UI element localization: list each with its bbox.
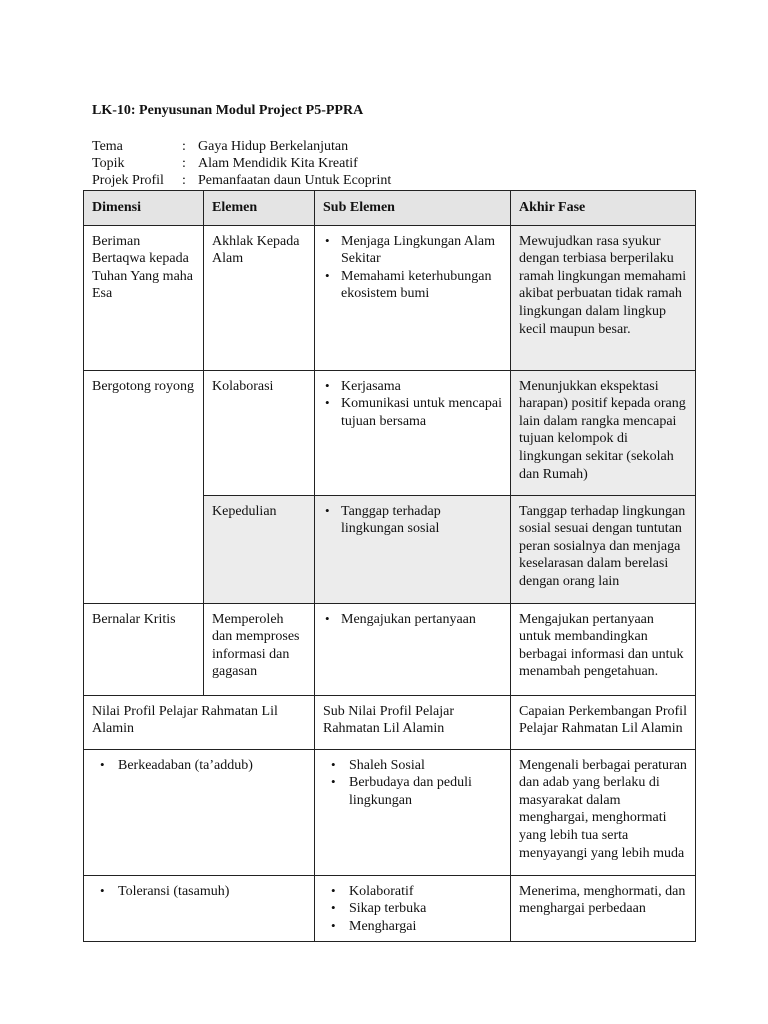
list-item: • Tanggap terhadap lingkungan sosial: [323, 503, 502, 538]
project-meta: [92, 138, 391, 189]
cell-dimensi: Bernalar Kritis: [84, 603, 204, 695]
cell-sub-elemen: [315, 495, 511, 603]
list-item: • Sikap terbuka: [323, 900, 502, 918]
list-item: • Toleransi (tasamuh): [92, 883, 306, 901]
table-row: [84, 495, 696, 603]
table-row: [84, 225, 696, 370]
cell-sub-elemen: [315, 370, 511, 495]
meta-value: Pemanfaatan daun Untuk Ecoprint: [198, 173, 392, 188]
module-table: [83, 190, 696, 942]
cell-dimensi: Beriman Bertaqwa kepada Tuhan Yang maha Esa: [84, 225, 204, 370]
cell-sub-nilai: [315, 875, 511, 942]
meta-key: Tema: [92, 139, 123, 154]
meta-row-tema: [92, 138, 391, 155]
meta-row-topik: [92, 155, 391, 172]
table-row: [84, 749, 696, 875]
table-row: [84, 603, 696, 695]
document-title: LK-10: Penyusunan Modul Project P5-PPRA: [92, 103, 364, 118]
cell-sub-elemen: [315, 603, 511, 695]
meta-value: Gaya Hidup Berkelanjutan: [198, 139, 349, 154]
list-item: • Mengajukan pertanyaan: [323, 611, 502, 629]
cell-elemen: Akhlak Kepada Alam: [204, 225, 315, 370]
header-sub-elemen: Sub Elemen: [315, 191, 511, 226]
header-sub-nilai: Sub Nilai Profil Pelajar Rahmatan Lil Alamin: [315, 695, 511, 749]
meta-row-projek: [92, 172, 391, 189]
list-item: • Menjaga Lingkungan Alam Sekitar: [323, 233, 502, 268]
list-item: • Kerjasama: [323, 378, 502, 396]
list-item: • Menghargai: [323, 918, 502, 936]
cell-elemen: Kepedulian: [204, 495, 315, 603]
meta-colon: :: [182, 139, 186, 154]
cell-nilai: [84, 875, 315, 942]
cell-sub-elemen: [315, 225, 511, 370]
header-nilai-profil: Nilai Profil Pelajar Rahmatan Lil Alamin: [84, 695, 315, 749]
header-akhir-fase: Akhir Fase: [511, 191, 696, 226]
list-item: • Memahami keterhubungan ekosistem bumi: [323, 268, 502, 303]
meta-key: Topik: [92, 156, 125, 171]
list-item: • Berkeadaban (ta’addub): [92, 757, 306, 775]
table-row: [84, 370, 696, 495]
table-row: [84, 875, 696, 942]
header-capaian: Capaian Perkembangan Profil Pelajar Rahmatan Lil Alamin: [511, 695, 696, 749]
cell-capaian: Mengenali berbagai peraturan dan adab yang berlaku di masyarakat dalam menghargai, menghormati yang lebih tua serta menyayangi yang lebih muda: [511, 749, 696, 875]
list-item: • Komunikasi untuk mencapai tujuan bersama: [323, 395, 502, 430]
meta-colon: :: [182, 173, 186, 188]
cell-capaian: Menerima, menghormati, dan menghargai perbedaan: [511, 875, 696, 942]
header-elemen: Elemen: [204, 191, 315, 226]
list-item: • Berbudaya dan peduli lingkungan: [323, 774, 502, 809]
cell-elemen: Memperoleh dan memproses informasi dan gagasan: [204, 603, 315, 695]
meta-value: Alam Mendidik Kita Kreatif: [198, 156, 358, 171]
cell-akhir-fase: Mewujudkan rasa syukur dengan terbiasa berperilaku ramah lingkungan memahami akibat perbuatan tidak ramah lingkungan dalam lingkup kecil maupun besar.: [511, 225, 696, 370]
cell-akhir-fase: Tanggap terhadap lingkungan sosial sesuai dengan tuntutan peran sosialnya dan menjaga keselarasan dalam berelasi dengan orang lain: [511, 495, 696, 603]
cell-nilai: [84, 749, 315, 875]
list-item: • Shaleh Sosial: [323, 757, 502, 775]
list-item: • Kolaboratif: [323, 883, 502, 901]
cell-akhir-fase: Menunjukkan ekspektasi harapan) positif kepada orang lain dalam rangka mencapai tujuan kelompok di lingkungan sekitar (sekolah dan Rumah): [511, 370, 696, 495]
ppra-header-row: [84, 695, 696, 749]
table-header-row: [84, 191, 696, 226]
cell-sub-nilai: [315, 749, 511, 875]
cell-dimensi: [84, 495, 204, 603]
cell-dimensi: Bergotong royong: [84, 370, 204, 495]
meta-key: Projek Profil: [92, 173, 164, 188]
cell-elemen: Kolaborasi: [204, 370, 315, 495]
header-dimensi: Dimensi: [84, 191, 204, 226]
meta-colon: :: [182, 156, 186, 171]
cell-akhir-fase: Mengajukan pertanyaan untuk membandingkan berbagai informasi dan untuk menambah pengetahuan.: [511, 603, 696, 695]
